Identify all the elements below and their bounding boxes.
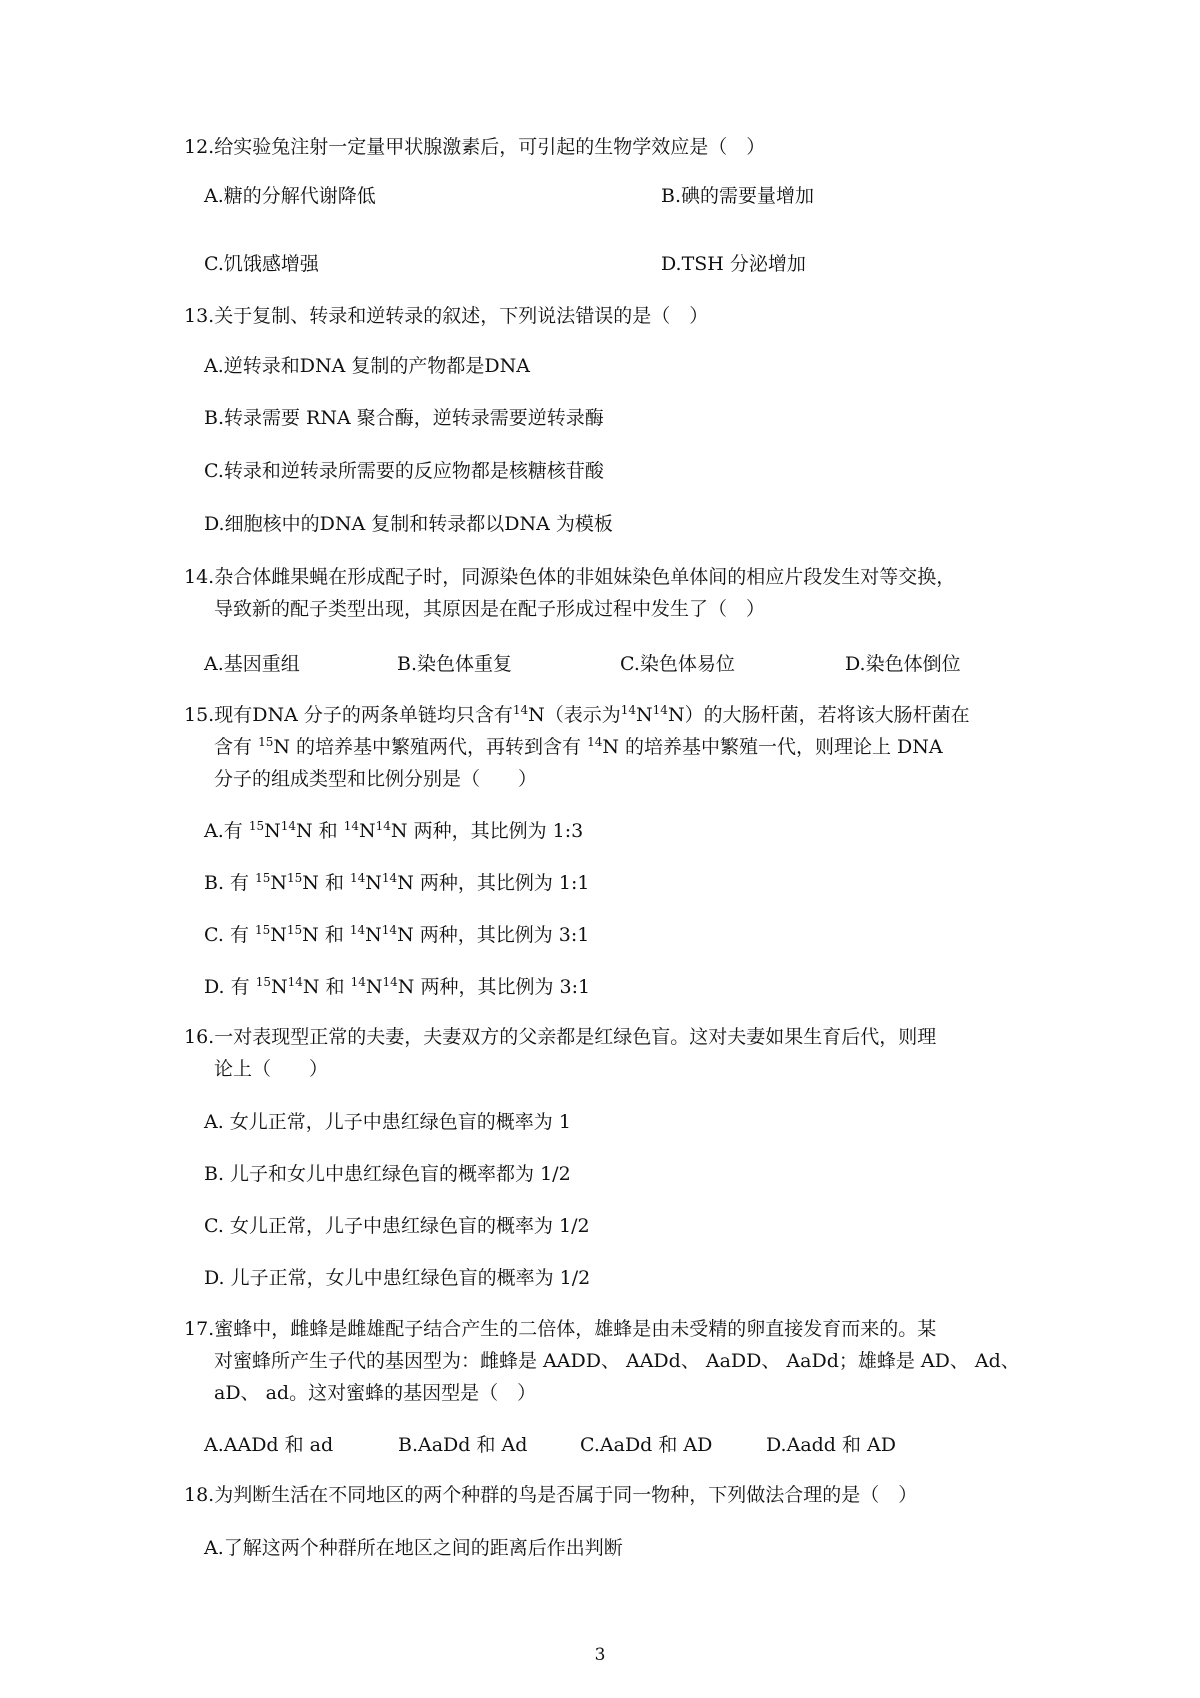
question-stem: 12.给实验兔注射一定量甲状腺激素后，可引起的生物学效应是（ ） [184,136,766,158]
option-c: C.AaDd 和 AD [580,1434,713,1456]
option-c: C. 有 $^{15}N^{15}N$ 和 $^{14}N^{14}N$ 两种，其比例为 3:1 [204,923,590,946]
option-a: A. 女儿正常，儿子中患红绿色盲的概率为 1 [204,1111,571,1133]
option-b: B.染色体重复 [397,653,513,675]
question-14-stem-line-1: 14.杂合体雌果蝇在形成配子时，同源染色体的非姐妹染色单体间的相应片段发生对等交换， [184,566,956,588]
option-c: C.染色体易位 [620,653,735,675]
question-13 [184,303,1064,329]
question-14-stem-line-2: 导致新的配子类型出现，其原因是在配子形成过程中发生了（ ） [214,598,766,620]
option-b: B. 儿子和女儿中患红绿色盲的概率都为 1/2 [204,1163,571,1185]
question-15-stem-line-3: 分子的组成类型和比例分别是（ ） [214,768,538,790]
option-d: D.Aadd 和 AD [766,1434,897,1456]
question-17-stem-line-1: 17.蜜蜂中，雌蜂是雌雄配子结合产生的二倍体，雄蜂是由未受精的卵直接发育而来的。某 [184,1318,937,1340]
option-d: D.TSH 分泌增加 [661,253,806,275]
question-stem: 13.关于复制、转录和逆转录的叙述，下列说法错误的是（ ） [184,305,709,327]
question-16-stem-line-1: 16.一对表现型正常的夫妻，夫妻双方的父亲都是红绿色盲。这对夫妻如果生育后代，则理 [184,1026,937,1048]
option-b: B. 有 $^{15}N^{15}N$ 和 $^{14}N^{14}N$ 两种，其比例为 1:1 [204,871,590,894]
option-c: C.饥饿感增强 [204,253,319,275]
question-12 [184,134,1064,160]
option-c: C.转录和逆转录所需要的反应物都是核糖核苷酸 [204,460,604,482]
option-d: D.细胞核中的DNA 复制和转录都以DNA 为模板 [204,513,613,535]
question-18 [184,1482,1064,1508]
option-d: D. 有 $^{15}N^{14}N$ 和 $^{14}N^{14}N$ 两种，其比例为 3:1 [204,975,591,998]
option-a: A.逆转录和DNA 复制的产物都是DNA [204,355,530,377]
option-b: B.转录需要 RNA 聚合酶，逆转录需要逆转录酶 [204,407,604,429]
question-17-stem-line-2: 对蜜蜂所产生子代的基因型为：雌蜂是 AADD、 AADd、 AaDD、 AaDd；雄蜂是 AD、 Ad、 [214,1350,1020,1372]
option-a: A.糖的分解代谢降低 [204,185,376,207]
page-number: 3 [594,1645,606,1665]
option-d: D.染色体倒位 [845,653,961,675]
question-17-stem-line-3: aD、 ad。这对蜜蜂的基因型是（ ） [214,1382,537,1404]
question-15-stem-line-1: 15.现有DNA 分子的两条单链均只含有$^{14}$N（表示为$^{14}N^{14}N$）的大肠杆菌，若将该大肠杆菌在 [184,703,970,726]
option-c: C. 女儿正常，儿子中患红绿色盲的概率为 1/2 [204,1215,590,1237]
question-stem: 18.为判断生活在不同地区的两个种群的鸟是否属于同一物种，下列做法合理的是（ ） [184,1484,918,1506]
option-d: D. 儿子正常，女儿中患红绿色盲的概率为 1/2 [204,1267,591,1289]
option-a: A.了解这两个种群所在地区之间的距离后作出判断 [204,1537,623,1559]
option-a: A.有 $^{15}N^{14}N$ 和 $^{14}N^{14}N$ 两种，其比例为 1:3 [204,819,584,842]
option-b: B.AaDd 和 Ad [398,1434,528,1456]
option-a: A.基因重组 [204,653,300,675]
option-b: B.碘的需要量增加 [661,185,815,207]
option-a: A.AADd 和 ad [204,1434,334,1456]
question-15-stem-line-2: 含有 $^{15}$N 的培养基中繁殖两代，再转到含有 $^{14}$N 的培养基中繁殖一代，则理论上 DNA [214,735,943,758]
question-16-stem-line-2: 论上（ ） [214,1058,329,1080]
